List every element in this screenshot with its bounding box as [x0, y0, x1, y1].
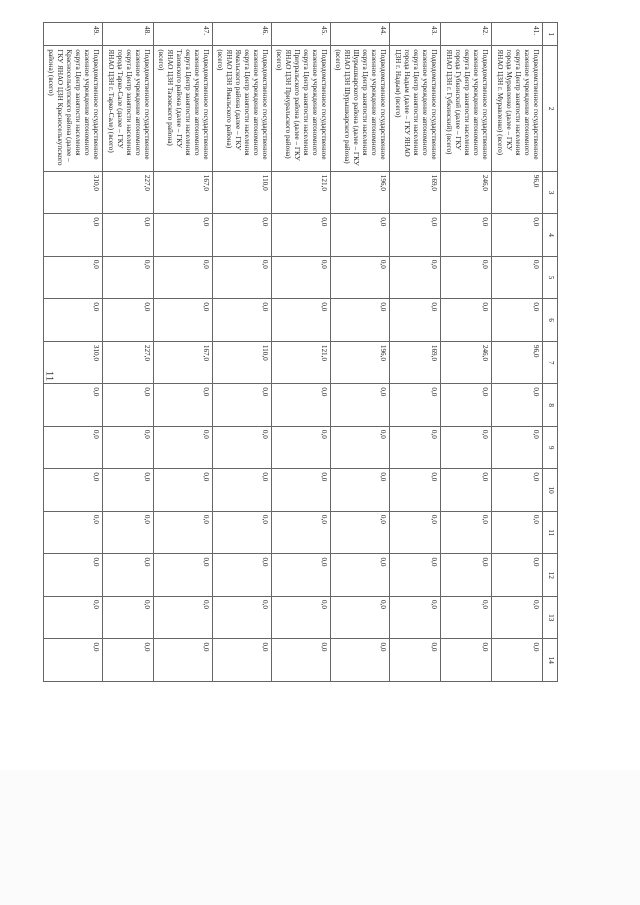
value-cell: 0,0 [272, 639, 331, 682]
value-cell: 0,0 [103, 299, 154, 342]
value-cell: 0,0 [44, 511, 103, 554]
value-cell: 0,0 [103, 511, 154, 554]
value-cell: 0,0 [272, 511, 331, 554]
column-header: 13 [543, 596, 558, 639]
value-cell: 169,0 [390, 171, 441, 214]
value-cell: 0,0 [390, 511, 441, 554]
value-cell: 0,0 [331, 299, 390, 342]
value-cell: 0,0 [213, 554, 272, 597]
row-number: 47. [154, 23, 213, 46]
value-cell: 0,0 [272, 426, 331, 469]
value-cell: 0,0 [390, 384, 441, 427]
table-row [331, 23, 390, 682]
value-cell: 0,0 [390, 299, 441, 342]
value-cell: 0,0 [44, 299, 103, 342]
value-cell: 0,0 [154, 426, 213, 469]
institution-name: Подведомственное государственное казенное учреждение автономного округа Центр занятости населения Ямальского района (далее – ГКУ ЯНАО ЦЗН Ямальского района) (всего) [213, 46, 272, 171]
value-cell: 0,0 [103, 469, 154, 512]
value-cell: 0,0 [441, 639, 492, 682]
value-cell: 0,0 [492, 639, 543, 682]
table-row [154, 23, 213, 682]
scan-margin [0, 770, 640, 905]
value-cell: 0,0 [331, 596, 390, 639]
value-cell: 0,0 [213, 214, 272, 257]
page-number: 11 [43, 370, 56, 382]
column-header: 5 [543, 256, 558, 299]
value-cell: 0,0 [44, 554, 103, 597]
value-cell: 0,0 [390, 469, 441, 512]
value-cell: 0,0 [103, 214, 154, 257]
column-header: 10 [543, 469, 558, 512]
value-cell: 0,0 [390, 554, 441, 597]
column-header: 14 [543, 639, 558, 682]
value-cell: 0,0 [331, 384, 390, 427]
value-cell: 0,0 [331, 511, 390, 554]
value-cell: 0,0 [331, 554, 390, 597]
institution-name: Подведомственное государственное казенное учреждение автономного округа Центр занятости населения города Муравленко (далее – ГКУ ЯНАО ЦЗН г. Муравленко) (всего) [492, 46, 543, 171]
value-cell: 0,0 [154, 639, 213, 682]
value-cell: 0,0 [390, 256, 441, 299]
value-cell: 196,0 [331, 341, 390, 384]
value-cell: 0,0 [213, 299, 272, 342]
value-cell: 110,0 [213, 171, 272, 214]
column-header: 4 [543, 214, 558, 257]
value-cell: 0,0 [44, 639, 103, 682]
value-cell: 0,0 [213, 256, 272, 299]
value-cell: 0,0 [390, 426, 441, 469]
value-cell: 0,0 [103, 256, 154, 299]
table-row [103, 23, 154, 682]
value-cell: 0,0 [154, 299, 213, 342]
value-cell: 110,0 [213, 341, 272, 384]
value-cell: 0,0 [441, 256, 492, 299]
value-cell: 227,0 [103, 341, 154, 384]
value-cell: 0,0 [492, 596, 543, 639]
value-cell: 0,0 [441, 554, 492, 597]
value-cell: 0,0 [44, 469, 103, 512]
column-header: 1 [543, 23, 558, 46]
header-row [543, 23, 558, 682]
row-number: 42. [441, 23, 492, 46]
institution-name: Подведомственное государственное казенное учреждение автономного округа Центр занятости населения города Надым (далее – ГКУ ЯНАО ЦЗН г. Надым) (всего) [390, 46, 441, 171]
value-cell: 0,0 [213, 511, 272, 554]
value-cell: 0,0 [272, 554, 331, 597]
column-header: 12 [543, 554, 558, 597]
value-cell: 0,0 [272, 299, 331, 342]
value-cell: 121,0 [272, 171, 331, 214]
institution-name: Подведомственное государственное казенное учреждение автономного округа Центр занятости населения города Тарко-Сале (далее – ГКУ ЯНАО ЦЗН г. Тарко-Сале) (всего) [103, 46, 154, 171]
value-cell: 0,0 [103, 596, 154, 639]
value-cell: 0,0 [154, 214, 213, 257]
value-cell: 227,0 [103, 171, 154, 214]
value-cell: 246,0 [441, 171, 492, 214]
value-cell: 0,0 [154, 511, 213, 554]
value-cell: 0,0 [492, 384, 543, 427]
table-row [272, 23, 331, 682]
column-header: 8 [543, 384, 558, 427]
value-cell: 0,0 [154, 596, 213, 639]
row-number: 44. [331, 23, 390, 46]
value-cell: 0,0 [44, 426, 103, 469]
value-cell: 0,0 [154, 554, 213, 597]
value-cell: 0,0 [441, 384, 492, 427]
value-cell: 0,0 [492, 469, 543, 512]
row-number: 43. [390, 23, 441, 46]
value-cell: 0,0 [492, 299, 543, 342]
value-cell: 0,0 [492, 554, 543, 597]
institution-name: Подведомственное государственное казенное учреждение автономного округа Центр занятости населения Шурышкарского района (далее – ГКУ ЯНАО ЦЗН Шурышкарского района) (всего) [331, 46, 390, 171]
value-cell: 0,0 [331, 639, 390, 682]
value-cell: 0,0 [154, 469, 213, 512]
value-cell: 0,0 [331, 214, 390, 257]
value-cell: 169,0 [390, 341, 441, 384]
value-cell: 310,0 [44, 341, 103, 384]
table-row [390, 23, 441, 682]
value-cell: 167,0 [154, 171, 213, 214]
value-cell: 96,0 [492, 171, 543, 214]
value-cell: 0,0 [44, 214, 103, 257]
row-number: 46. [213, 23, 272, 46]
budget-table [43, 22, 558, 682]
column-header: 7 [543, 341, 558, 384]
table-container [0, 22, 558, 664]
value-cell: 0,0 [272, 214, 331, 257]
column-header: 2 [543, 46, 558, 171]
value-cell: 0,0 [103, 639, 154, 682]
value-cell: 0,0 [213, 639, 272, 682]
column-header: 3 [543, 171, 558, 214]
value-cell: 0,0 [272, 469, 331, 512]
value-cell: 0,0 [390, 214, 441, 257]
value-cell: 0,0 [103, 426, 154, 469]
value-cell: 0,0 [213, 596, 272, 639]
value-cell: 0,0 [331, 469, 390, 512]
table-row [492, 23, 543, 682]
row-number: 41. [492, 23, 543, 46]
value-cell: 0,0 [441, 511, 492, 554]
value-cell: 0,0 [272, 596, 331, 639]
column-header: 9 [543, 426, 558, 469]
value-cell: 0,0 [441, 214, 492, 257]
column-header: 11 [543, 511, 558, 554]
value-cell: 0,0 [103, 554, 154, 597]
value-cell: 0,0 [492, 214, 543, 257]
value-cell: 0,0 [492, 426, 543, 469]
row-number: 45. [272, 23, 331, 46]
table-row [441, 23, 492, 682]
institution-name: Подведомственное государственное казенное учреждение автономного округа Центр занятости населения Красноселькупского района (далее – ГКУ ЯНАО ЦЗН Красноселькупского района) (всего) [44, 46, 103, 171]
institution-name: Подведомственное государственное казенное учреждение автономного округа Центр занятости населения Тазовского района (далее – ГКУ ЯНАО ЦЗН Тазовского района) (всего) [154, 46, 213, 171]
value-cell: 0,0 [154, 384, 213, 427]
value-cell: 0,0 [44, 596, 103, 639]
value-cell: 0,0 [213, 469, 272, 512]
value-cell: 0,0 [213, 426, 272, 469]
value-cell: 0,0 [44, 256, 103, 299]
value-cell: 310,0 [44, 171, 103, 214]
value-cell: 0,0 [272, 256, 331, 299]
row-number: 49. [44, 23, 103, 46]
column-header: 6 [543, 299, 558, 342]
institution-name: Подведомственное государственное казенное учреждение автономного округа Центр занятости населения города Губкинский (далее – ГКУ ЯНАО ЦЗН г. Губкинский) (всего) [441, 46, 492, 171]
value-cell: 0,0 [441, 469, 492, 512]
value-cell: 0,0 [441, 596, 492, 639]
value-cell: 0,0 [272, 384, 331, 427]
institution-name: Подведомственное государственное казенное учреждение автономного округа Центр занятости населения Приуральского района (далее – ГКУ ЯНАО ЦЗН Приуральского района) (всего) [272, 46, 331, 171]
value-cell: 0,0 [390, 596, 441, 639]
value-cell: 0,0 [331, 426, 390, 469]
value-cell: 96,0 [492, 341, 543, 384]
value-cell: 0,0 [154, 256, 213, 299]
value-cell: 0,0 [441, 426, 492, 469]
value-cell: 0,0 [331, 256, 390, 299]
value-cell: 167,0 [154, 341, 213, 384]
table-row [213, 23, 272, 682]
value-cell: 0,0 [44, 384, 103, 427]
row-number: 48. [103, 23, 154, 46]
value-cell: 0,0 [103, 384, 154, 427]
value-cell: 0,0 [492, 256, 543, 299]
value-cell: 196,0 [331, 171, 390, 214]
value-cell: 0,0 [390, 639, 441, 682]
value-cell: 0,0 [213, 384, 272, 427]
table-row [44, 23, 103, 682]
value-cell: 0,0 [492, 511, 543, 554]
value-cell: 0,0 [441, 299, 492, 342]
value-cell: 121,0 [272, 341, 331, 384]
value-cell: 246,0 [441, 341, 492, 384]
